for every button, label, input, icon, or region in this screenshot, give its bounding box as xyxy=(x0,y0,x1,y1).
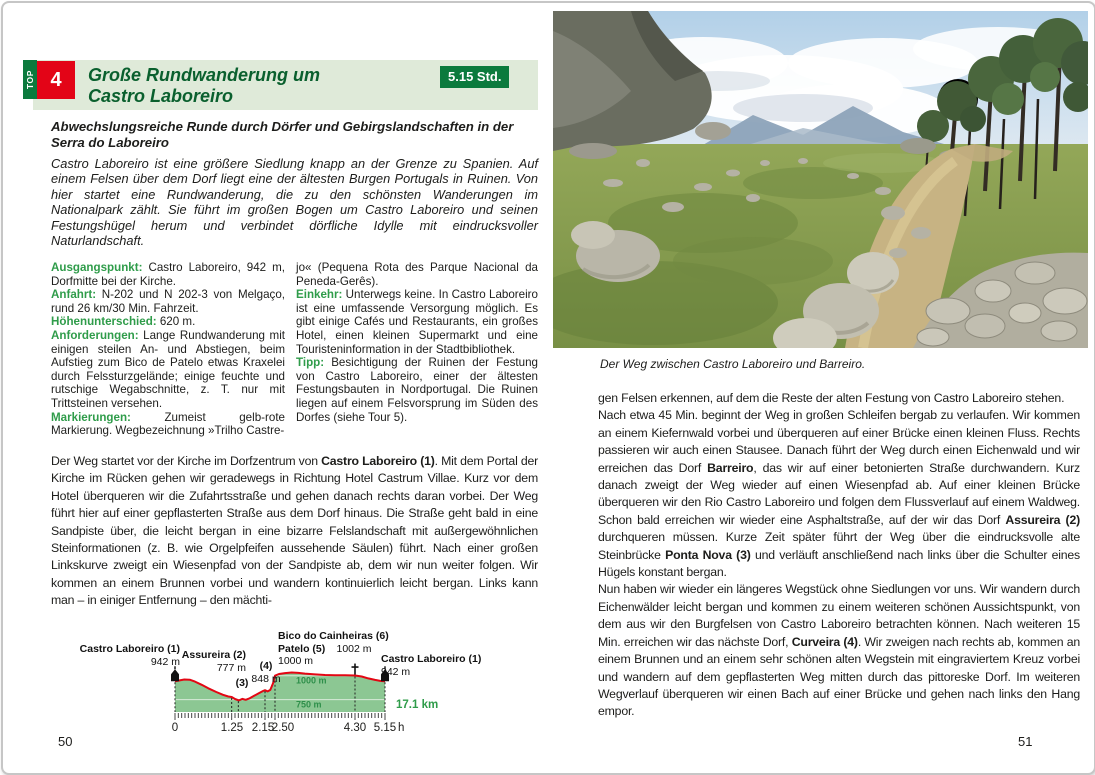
gridline-label: 1000 m xyxy=(296,675,327,686)
info-entry-label: Anfahrt: xyxy=(51,288,97,302)
top-tour-tab xyxy=(23,60,37,99)
info-entry: Anforderungen: Lange Rundwanderung mit einigen steilen An- und Abstiegen, beim Aufstieg zum Bico de Patelo etwas Kraxelei durch Felssturzgelände; einige feuchte und rutschige Wegabschnitte, z. T. nur mit Trittsteinen versehen. xyxy=(51,328,285,410)
waypoint-label: Cainheiras (6) 1002 m xyxy=(319,630,389,655)
chapel-cross-icon xyxy=(352,664,359,675)
x-tick-label: 2.50 xyxy=(271,722,295,734)
trail-photo xyxy=(553,11,1088,348)
tour-description-continued xyxy=(598,390,1080,721)
x-tick-label: 2.15 xyxy=(251,722,275,734)
page-number-left: 50 xyxy=(58,734,73,749)
info-entry-label: Tipp: xyxy=(296,356,325,370)
waypoint-label: Assureira (2) 777 m xyxy=(181,649,246,674)
page-number-right: 51 xyxy=(1018,734,1033,749)
tour-subtitle: Abwechslungsreiche Runde durch Dörfer und Gebirgslandschaften in der Serra do Laboreiro xyxy=(51,119,514,150)
top-tab-label: TOP xyxy=(25,69,35,90)
info-entry-label: Ausgangspunkt: xyxy=(51,261,143,274)
body-paragraph: Nach etwa 45 Min. beginnt der Weg in großen Schleifen bergab zu verlaufen. Wir kommen an einem Kiefernwald vorbei und überqueren auf einer Brücke einen kleinen Fluss. Rechts passieren wir auch einen Stausee. Danach führt der Weg durch einen Eichenwald und wir erreichen das Dorf Barreiro, das wir auf einer betonierten Straße durchwandern. Kurz danach zweigt der Weg wieder auf einen Wiesenpfad ab. Auf einer kleinen Brücke überqueren wir den Rio Castro Laboreiro und folgen dem Flussverlauf auf einem Waldweg. Schon bald erreichen wir wieder eine Asphaltstraße, auf der wir das Dorf Assureira (2) durchqueren müssen. Kurze Zeit später führt der Weg über die eindrucksvolle alte Steinbrücke Ponta Nova (3) und verläuft anschließend nach links über die Schulter eines Hügels konstant bergan. xyxy=(598,408,1081,580)
x-axis-unit: h xyxy=(398,722,405,734)
elevation-profile xyxy=(63,615,503,750)
info-entry-label: Anforderungen: xyxy=(51,328,139,342)
duration-badge: 5.15 Std. xyxy=(440,66,509,88)
book-spread xyxy=(1,1,1095,775)
info-entry-label: Höhenunterschied: xyxy=(51,315,157,329)
trail-photo-illustration xyxy=(553,11,1088,348)
tour-info-block xyxy=(51,261,538,438)
tour-title xyxy=(88,65,448,107)
info-entry: Tipp: Besichtigung der Ruinen der Festung von Castro Laboreiro, einer der ältesten Festungsbauten in Nordportugal. Die Ruinen liegen auf einem Felsvorsprung im Süden des Dorfes (siehe Tour 5). xyxy=(296,356,538,424)
waypoint-label: (3) xyxy=(235,677,249,689)
tour-title-line1: Große Rundwanderung um xyxy=(88,65,320,85)
tour-title-line2: Castro Laboreiro xyxy=(88,86,234,106)
info-column-left xyxy=(51,261,285,438)
x-tick-label: 5.15 xyxy=(373,722,397,734)
photo-caption: Der Weg zwischen Castro Laboreiro und Barreiro. xyxy=(600,357,866,371)
info-entry-label: Markierungen: xyxy=(51,410,131,424)
info-entry: Ausgangspunkt: Castro Laboreiro, 942 m, Dorfmitte bei der Kirche. xyxy=(51,261,285,288)
waypoint-label: Bico do Patelo (5) 1000 m xyxy=(278,630,326,667)
total-distance-label: 17.1 km xyxy=(396,699,439,711)
x-tick-label: 4.30 xyxy=(343,722,367,734)
info-entry: Höhenunterschied: 620 m. xyxy=(51,315,196,329)
body-paragraph: gen Felsen erkennen, auf dem die Reste der alten Festung von Castro Laboreiro stehen. xyxy=(598,391,1065,405)
waypoint-label: Castro Laboreiro (1) 942 m xyxy=(79,643,180,668)
info-entry-label: Einkehr: xyxy=(296,288,343,302)
tour-number-badge: 4 xyxy=(37,61,75,99)
info-column-right xyxy=(296,261,538,438)
gridline-label: 750 m xyxy=(296,699,322,710)
info-entry: Anfahrt: N-202 und N 202-3 von Melgaço, rund 26 km/30 Min. Fahrzeit. xyxy=(51,288,285,315)
tour-description xyxy=(51,453,538,610)
info-entry: jo« (Pequena Rota des Parque Nacional da Peneda-Gerês). xyxy=(296,261,538,288)
body-paragraph: Der Weg startet vor der Kirche im Dorfzentrum von Castro Laboreiro (1). Mit dem Portal der Kirche im Rücken gehen wir geradewegs in Richtung Hotel Castrum Villae. Kurz vor dem Hotel überqueren wir die Zufahrtsstraße und gehen danach rechts daran vorbei. Der Weg führt hier auf einer gepflasterten Straße aus dem Dorf hinaus. Die Straße geht bald in eine Sandpiste über, die leicht bergan in eine bizarre Felslandschaft mit außergewöhnlichen Steinformationen (z. B. wie Orgelpfeifen aussehende Säulen) führt. Nach einer großen Linkskurve zweigt ein Wiesenpfad von der Sandpiste ab, dem wir nun weiter folgen. Wir kommen an einem Brunnen vorbei und wandern kontinuierlich leicht bergan. Links kann man – in einiger Entfernung – den mächti- xyxy=(51,454,539,608)
info-entry: Einkehr: Unterwegs keine. In Castro Laboreiro ist eine umfassende Versorgung möglich. Es gibt einige Cafés und Restaurants, ein großes Hotel, einen kleinen Supermarkt und eine Touristeninformation in der Stadtbibliothek. xyxy=(296,288,538,356)
body-paragraph: Nun haben wir wieder ein längeres Wegstück ohne Siedlungen vor uns. Wir wandern durch Eichenwälder leicht bergan und kommen zu einem weiteren schönen Aussichtspunkt, von dem aus wir den Burgfelsen von Castro Laboreiro betrachten können. Nach weiteren 15 Min. erreichen wir das nächste Dorf, Curveira (4). Wir zweigen nach rechts ab, kommen an einem Brunnen und an einem sehr schönen alten Wegstein mit eingraviertem Kreuz vorbei und wandern auf dem gepflasterten Weg mitten durch das pittoreske Dorf. Im weiteren Wegverlauf überqueren wir einen Bach auf einer Brücke und gehen nach links den Hang empor. xyxy=(598,582,1080,719)
waypoint-label: (4) 848 m xyxy=(251,660,281,685)
x-axis-ticks xyxy=(175,713,385,720)
waypoint-label: Castro Laboreiro (1) 942 m xyxy=(381,653,482,678)
church-icon xyxy=(171,669,179,681)
x-tick-label: 0 xyxy=(171,722,179,734)
info-entry: Markierungen: Zumeist gelb-rote Markierung. Wegbezeichnung »Trilho Castre- xyxy=(51,410,285,438)
x-tick-label: 1.25 xyxy=(220,722,244,734)
tour-intro: Castro Laboreiro ist eine größere Siedlung knapp an der Grenze zu Spanien. Auf einem Felsen über dem Dorf liegt eine der ältesten Burgen Portugals in Ruinen. Von hier startet eine Rundwanderung, die zu den schönsten Wanderungen im Nationalpark zählt. Sie führt im großen Bogen um Castro Laboreiro und seinen Festungshügel herum und verbindet dörfliche Idylle mit eindrucksvoller Naturlandschaft. xyxy=(51,156,538,249)
